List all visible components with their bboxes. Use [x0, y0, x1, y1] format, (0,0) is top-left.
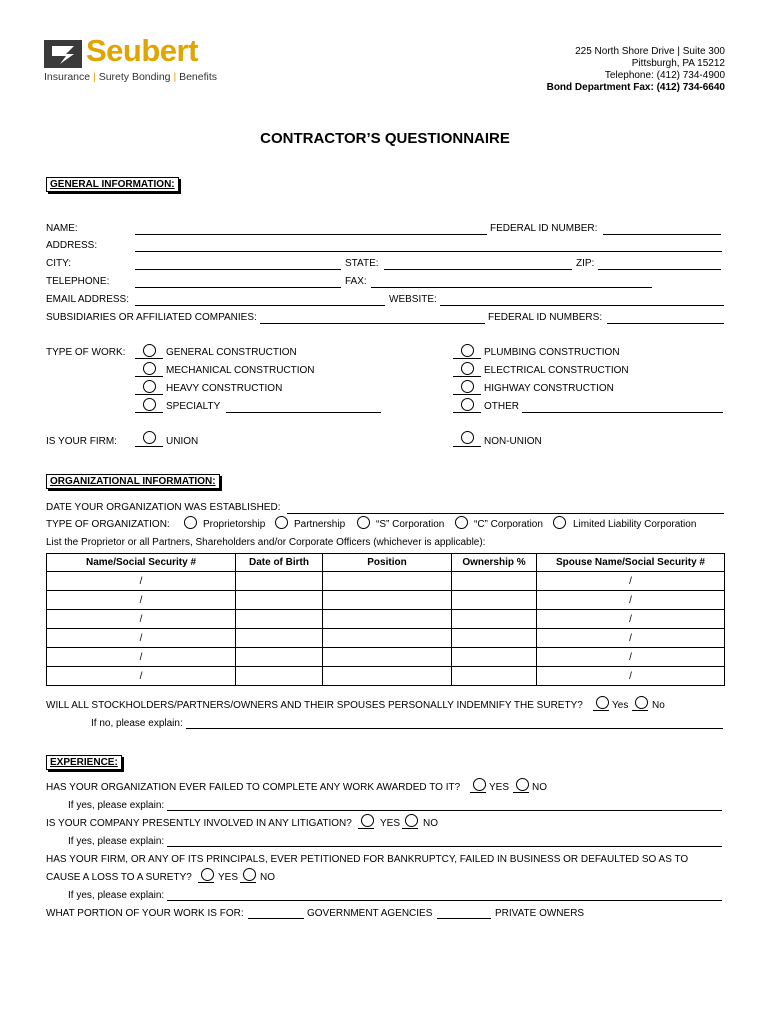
radio-underline — [402, 828, 418, 829]
q3-explain-label: If yes, please explain: — [68, 890, 165, 901]
cell-dob[interactable] — [236, 591, 323, 610]
s-corp-label: “S” Corporation — [376, 519, 445, 530]
logo-tagline: Insurance | Surety Bonding | Benefits — [44, 71, 218, 83]
website-label: WEBSITE: — [389, 294, 437, 305]
cell-spouse[interactable]: / — [537, 591, 725, 610]
radio-c-corp[interactable] — [455, 516, 468, 529]
fax-field[interactable] — [371, 287, 652, 288]
radio-underline — [632, 710, 648, 711]
subsidiaries-field[interactable] — [260, 323, 485, 324]
cell-ownership[interactable] — [452, 667, 537, 686]
q1-explain-label: If yes, please explain: — [68, 800, 165, 811]
table-row — [47, 667, 725, 686]
heavy-construction-label: HEAVY CONSTRUCTION — [166, 383, 283, 394]
cell-position[interactable] — [323, 572, 452, 591]
address-field[interactable] — [135, 251, 722, 252]
if-no-explain-label: If no, please explain: — [91, 718, 183, 729]
tagline-benefits: Benefits — [179, 71, 218, 83]
city-label: CITY: — [46, 258, 72, 269]
q2-no-label: NO — [423, 818, 438, 829]
cell-spouse[interactable]: / — [537, 572, 725, 591]
highway-construction-label: HIGHWAY CONSTRUCTION — [484, 383, 614, 394]
cell-ownership[interactable] — [452, 629, 537, 648]
col-dob: Date of Birth — [236, 554, 323, 572]
q1-yes-label: YES — [489, 782, 510, 793]
cell-spouse[interactable]: / — [537, 648, 725, 667]
table-row — [47, 610, 725, 629]
other-label: OTHER — [484, 401, 519, 412]
name-label: NAME: — [46, 223, 78, 234]
plumbing-construction-label: PLUMBING CONSTRUCTION — [484, 347, 620, 358]
state-field[interactable] — [384, 269, 572, 270]
radio-plumbing-construction[interactable] — [461, 344, 474, 357]
city-field[interactable] — [135, 269, 341, 270]
zip-label: ZIP: — [576, 258, 595, 269]
radio-union[interactable] — [143, 431, 156, 444]
company-address — [547, 46, 725, 94]
proprietorship-label: Proprietorship — [203, 519, 266, 530]
cell-ownership[interactable] — [452, 648, 537, 667]
indemnify-yes-label: Yes — [612, 700, 629, 711]
radio-heavy-construction[interactable] — [143, 380, 156, 393]
date-established-field[interactable] — [287, 513, 724, 514]
radio-underline — [135, 446, 163, 447]
cell-position[interactable] — [323, 610, 452, 629]
type-of-org-label: TYPE OF ORGANIZATION: — [46, 519, 170, 530]
subsidiaries-label: SUBSIDIARIES OR AFFILIATED COMPANIES: — [46, 312, 257, 323]
q1-explain-field[interactable] — [167, 810, 722, 811]
specialty-field[interactable] — [226, 412, 381, 413]
electrical-construction-label: ELECTRICAL CONSTRUCTION — [484, 365, 629, 376]
q-bankruptcy-line2: CAUSE A LOSS TO A SURETY? — [46, 872, 192, 883]
radio-underline — [453, 412, 481, 413]
cell-spouse[interactable]: / — [537, 610, 725, 629]
radio-proprietorship[interactable] — [184, 516, 197, 529]
government-label: GOVERNMENT AGENCIES — [307, 908, 433, 919]
q1-no-label: NO — [532, 782, 547, 793]
q2-explain-field[interactable] — [167, 846, 722, 847]
radio-underline — [198, 882, 214, 883]
cell-position[interactable] — [323, 648, 452, 667]
federal-id-label: FEDERAL ID NUMBER: — [490, 223, 598, 234]
page-title: CONTRACTOR’S QUESTIONNAIRE — [260, 130, 510, 147]
cell-spouse[interactable]: / — [537, 629, 725, 648]
radio-specialty[interactable] — [143, 398, 156, 411]
table-row — [47, 572, 725, 591]
radio-q2-no[interactable] — [405, 814, 418, 827]
date-established-label: DATE YOUR ORGANIZATION WAS ESTABLISHED: — [46, 502, 281, 513]
radio-electrical-construction[interactable] — [461, 362, 474, 375]
radio-underline — [135, 376, 163, 377]
cell-spouse[interactable]: / — [537, 667, 725, 686]
state-label: STATE: — [345, 258, 379, 269]
radio-s-corp[interactable] — [357, 516, 370, 529]
indemnify-question: WILL ALL STOCKHOLDERS/PARTNERS/OWNERS AND THEIR SPOUSES PERSONALLY INDEMNIFY THE SURETY? — [46, 700, 583, 711]
address-label: ADDRESS: — [46, 240, 98, 251]
table-row — [47, 629, 725, 648]
portion-label: WHAT PORTION OF YOUR WORK IS FOR: — [46, 908, 244, 919]
radio-indemnify-no[interactable] — [635, 696, 648, 709]
q2-yes-label: YES — [380, 818, 401, 829]
cell-position[interactable] — [323, 667, 452, 686]
radio-general-construction[interactable] — [143, 344, 156, 357]
cell-name-ssn[interactable]: / — [47, 572, 236, 591]
radio-underline — [593, 710, 609, 711]
telephone-field[interactable] — [135, 287, 341, 288]
private-label: PRIVATE OWNERS — [495, 908, 585, 919]
radio-underline — [470, 792, 486, 793]
radio-underline — [135, 412, 163, 413]
federal-ids-label: FEDERAL ID NUMBERS: — [488, 312, 603, 323]
col-name-ssn: Name/Social Security # — [47, 554, 236, 572]
radio-q2-yes[interactable] — [361, 814, 374, 827]
address-line1: 225 North Shore Drive | Suite 300 — [575, 46, 725, 57]
fax-label: FAX: — [345, 276, 367, 287]
q-litigation: IS YOUR COMPANY PRESENTLY INVOLVED IN ANY LITIGATION? — [46, 818, 352, 829]
section-experience-heading: EXPERIENCE: — [46, 755, 122, 770]
cell-name-ssn[interactable]: / — [47, 610, 236, 629]
specialty-label: SPECIALTY — [166, 401, 221, 412]
radio-underline — [358, 828, 374, 829]
zip-field[interactable] — [598, 269, 721, 270]
radio-llc[interactable] — [553, 516, 566, 529]
c-corp-label: “C” Corporation — [474, 519, 543, 530]
radio-underline — [513, 792, 529, 793]
cell-dob[interactable] — [236, 610, 323, 629]
radio-non-union[interactable] — [461, 431, 474, 444]
address-fax: Bond Department Fax: (412) 734-6640 — [546, 82, 725, 93]
llc-label: Limited Liability Corporation — [573, 519, 697, 530]
general-construction-label: GENERAL CONSTRUCTION — [166, 347, 297, 358]
radio-underline — [240, 882, 256, 883]
table-row — [47, 648, 725, 667]
radio-mechanical-construction[interactable] — [143, 362, 156, 375]
address-line2: Pittsburgh, PA 15212 — [631, 58, 725, 69]
radio-underline — [135, 394, 163, 395]
other-field[interactable] — [522, 412, 723, 413]
telephone-label: TELEPHONE: — [46, 276, 110, 287]
non-union-label: NON-UNION — [484, 436, 542, 447]
q-failed-to-complete: HAS YOUR ORGANIZATION EVER FAILED TO COMPLETE ANY WORK AWARDED TO IT? — [46, 782, 461, 793]
cell-name-ssn[interactable]: / — [47, 648, 236, 667]
radio-underline — [453, 358, 481, 359]
radio-underline — [453, 376, 481, 377]
cell-dob[interactable] — [236, 572, 323, 591]
cell-dob[interactable] — [236, 648, 323, 667]
radio-q1-yes[interactable] — [473, 778, 486, 791]
cell-ownership[interactable] — [452, 610, 537, 629]
radio-indemnify-yes[interactable] — [596, 696, 609, 709]
q-bankruptcy-line1: HAS YOUR FIRM, OR ANY OF ITS PRINCIPALS, EVER PETITIONED FOR BANKRUPTCY, FAILED IN BUSINESS OR DEFAULTED SO AS TO — [46, 854, 689, 865]
partnership-label: Partnership — [294, 519, 346, 530]
if-no-explain-field[interactable] — [186, 728, 723, 729]
cell-dob[interactable] — [236, 667, 323, 686]
radio-highway-construction[interactable] — [461, 380, 474, 393]
radio-q1-no[interactable] — [516, 778, 529, 791]
is-your-firm-label: IS YOUR FIRM: — [46, 436, 117, 447]
tagline-surety: Surety Bonding — [98, 71, 171, 83]
federal-id-field[interactable] — [603, 234, 721, 235]
q3-yes-label: YES — [218, 872, 239, 883]
list-instruction: List the Proprietor or all Partners, Shareholders and/or Corporate Officers (whichever is applicable): — [46, 537, 486, 548]
cell-name-ssn[interactable]: / — [47, 591, 236, 610]
logo-wordmark: Seubert — [86, 33, 198, 68]
cell-ownership[interactable] — [452, 591, 537, 610]
government-portion-field[interactable] — [248, 918, 304, 919]
q3-explain-field[interactable] — [167, 900, 722, 901]
cell-position[interactable] — [323, 629, 452, 648]
q2-explain-label: If yes, please explain: — [68, 836, 165, 847]
mechanical-construction-label: MECHANICAL CONSTRUCTION — [166, 365, 315, 376]
indemnify-no-label: No — [652, 700, 665, 711]
tagline-insurance: Insurance — [44, 71, 91, 83]
address-phone: Telephone: (412) 734-4900 — [604, 70, 725, 81]
type-of-work-label: TYPE OF WORK: — [46, 347, 126, 358]
section-general-heading: GENERAL INFORMATION: — [46, 177, 179, 192]
name-field[interactable] — [135, 234, 487, 235]
table-header-row — [47, 554, 725, 572]
radio-partnership[interactable] — [275, 516, 288, 529]
cell-name-ssn[interactable]: / — [47, 667, 236, 686]
section-org-heading: ORGANIZATIONAL INFORMATION: — [46, 474, 220, 489]
radio-other[interactable] — [461, 398, 474, 411]
union-label: UNION — [166, 436, 199, 447]
private-portion-field[interactable] — [437, 918, 491, 919]
website-field[interactable] — [440, 305, 724, 306]
cell-dob[interactable] — [236, 629, 323, 648]
email-label: EMAIL ADDRESS: — [46, 294, 129, 305]
email-field[interactable] — [135, 305, 385, 306]
radio-underline — [453, 446, 481, 447]
radio-q3-yes[interactable] — [201, 868, 214, 881]
cell-position[interactable] — [323, 591, 452, 610]
col-position: Position — [323, 554, 452, 572]
q3-no-label: NO — [260, 872, 275, 883]
col-spouse: Spouse Name/Social Security # — [537, 554, 725, 572]
logo-s-icon — [44, 40, 82, 68]
cell-ownership[interactable] — [452, 572, 537, 591]
radio-underline — [135, 358, 163, 359]
federal-ids-field[interactable] — [607, 323, 724, 324]
owners-table — [46, 553, 725, 686]
table-row — [47, 591, 725, 610]
radio-underline — [453, 394, 481, 395]
radio-q3-no[interactable] — [243, 868, 256, 881]
col-ownership: Ownership % — [452, 554, 537, 572]
cell-name-ssn[interactable]: / — [47, 629, 236, 648]
